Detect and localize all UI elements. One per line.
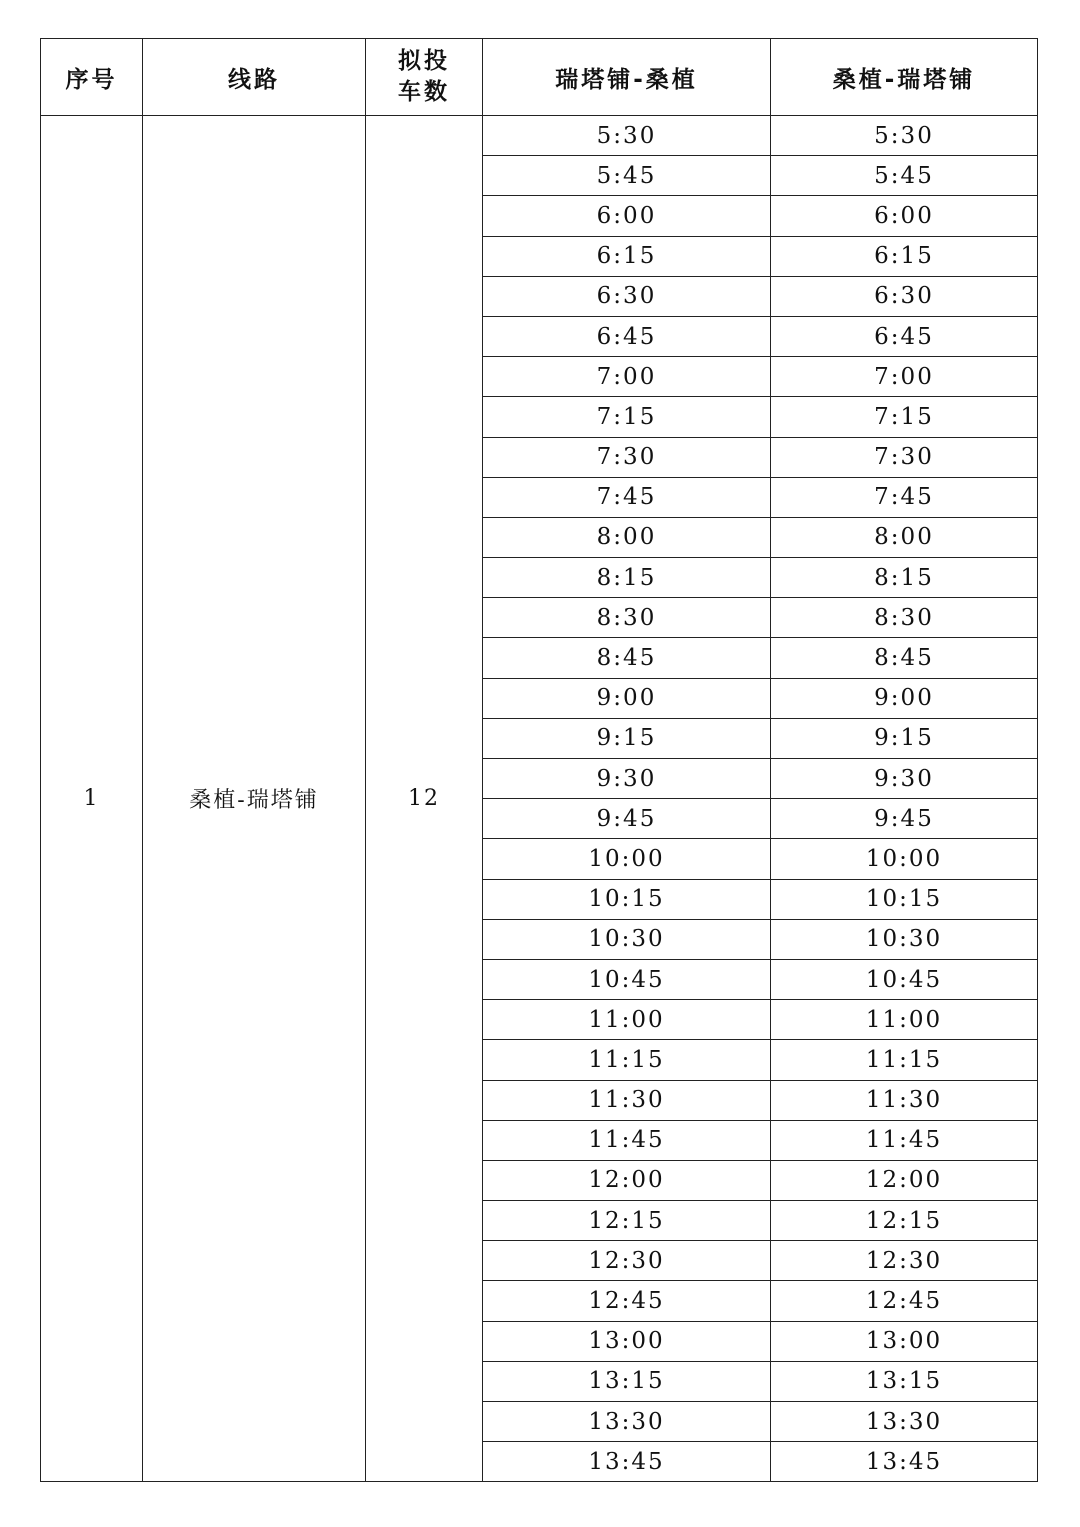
time-direction-2: 11:15 <box>771 1040 1038 1080</box>
time-direction-1: 10:30 <box>483 919 771 959</box>
time-direction-2: 12:45 <box>771 1281 1038 1321</box>
time-direction-1: 13:00 <box>483 1321 771 1361</box>
time-direction-1: 7:30 <box>483 437 771 477</box>
schedule-body <box>41 116 1038 1482</box>
time-direction-1: 6:15 <box>483 236 771 276</box>
time-direction-2: 9:45 <box>771 799 1038 839</box>
row-route: 桑植-瑞塔铺 <box>143 116 366 1482</box>
header-vehicles <box>366 39 483 116</box>
time-direction-2: 5:45 <box>771 156 1038 196</box>
time-direction-1: 9:15 <box>483 718 771 758</box>
time-direction-2: 9:15 <box>771 718 1038 758</box>
time-direction-2: 13:00 <box>771 1321 1038 1361</box>
time-direction-1: 8:15 <box>483 558 771 598</box>
header-vehicles-line1: 拟投 <box>398 48 450 74</box>
time-direction-2: 12:00 <box>771 1160 1038 1200</box>
time-direction-1: 5:30 <box>483 116 771 156</box>
time-direction-2: 10:30 <box>771 919 1038 959</box>
time-direction-1: 8:45 <box>483 638 771 678</box>
time-direction-2: 10:15 <box>771 879 1038 919</box>
time-direction-2: 12:30 <box>771 1241 1038 1281</box>
time-direction-2: 11:00 <box>771 1000 1038 1040</box>
time-direction-1: 12:30 <box>483 1241 771 1281</box>
time-direction-1: 12:45 <box>483 1281 771 1321</box>
time-direction-2: 6:15 <box>771 236 1038 276</box>
time-direction-1: 10:15 <box>483 879 771 919</box>
time-direction-1: 12:00 <box>483 1160 771 1200</box>
time-direction-1: 10:45 <box>483 959 771 999</box>
time-direction-2: 11:30 <box>771 1080 1038 1120</box>
time-direction-2: 13:30 <box>771 1402 1038 1442</box>
time-direction-2: 9:00 <box>771 678 1038 718</box>
header-index: 序号 <box>41 39 143 116</box>
time-direction-2: 9:30 <box>771 759 1038 799</box>
header-direction-1: 瑞塔铺-桑植 <box>483 39 771 116</box>
time-direction-1: 5:45 <box>483 156 771 196</box>
time-direction-1: 7:45 <box>483 477 771 517</box>
time-direction-1: 8:00 <box>483 517 771 557</box>
time-direction-1: 13:45 <box>483 1442 771 1482</box>
time-direction-1: 9:30 <box>483 759 771 799</box>
time-direction-2: 8:15 <box>771 558 1038 598</box>
schedule-table <box>40 38 1038 1482</box>
time-direction-2: 12:15 <box>771 1201 1038 1241</box>
time-direction-2: 10:00 <box>771 839 1038 879</box>
time-direction-1: 9:00 <box>483 678 771 718</box>
header-direction-2: 桑植-瑞塔铺 <box>771 39 1038 116</box>
time-direction-2: 8:30 <box>771 598 1038 638</box>
time-direction-1: 8:30 <box>483 598 771 638</box>
time-direction-1: 11:15 <box>483 1040 771 1080</box>
time-direction-1: 11:00 <box>483 1000 771 1040</box>
time-direction-1: 13:30 <box>483 1402 771 1442</box>
time-direction-2: 7:15 <box>771 397 1038 437</box>
time-direction-1: 10:00 <box>483 839 771 879</box>
time-direction-1: 6:00 <box>483 196 771 236</box>
time-direction-2: 10:45 <box>771 959 1038 999</box>
row-vehicles: 12 <box>366 116 483 1482</box>
time-direction-2: 8:45 <box>771 638 1038 678</box>
time-direction-2: 7:30 <box>771 437 1038 477</box>
time-direction-1: 6:30 <box>483 276 771 316</box>
time-direction-2: 6:45 <box>771 316 1038 356</box>
time-direction-1: 6:45 <box>483 316 771 356</box>
time-direction-2: 6:00 <box>771 196 1038 236</box>
time-direction-1: 13:15 <box>483 1361 771 1401</box>
header-vehicles-line2: 车数 <box>398 79 450 105</box>
table-row <box>41 116 1038 156</box>
time-direction-1: 9:45 <box>483 799 771 839</box>
time-direction-2: 13:15 <box>771 1361 1038 1401</box>
time-direction-2: 5:30 <box>771 116 1038 156</box>
time-direction-2: 6:30 <box>771 276 1038 316</box>
time-direction-2: 13:45 <box>771 1442 1038 1482</box>
time-direction-1: 7:15 <box>483 397 771 437</box>
time-direction-2: 11:45 <box>771 1120 1038 1160</box>
time-direction-2: 8:00 <box>771 517 1038 557</box>
header-route: 线路 <box>143 39 366 116</box>
header-row <box>41 39 1038 116</box>
time-direction-1: 12:15 <box>483 1201 771 1241</box>
time-direction-1: 7:00 <box>483 357 771 397</box>
time-direction-1: 11:30 <box>483 1080 771 1120</box>
time-direction-2: 7:00 <box>771 357 1038 397</box>
time-direction-1: 11:45 <box>483 1120 771 1160</box>
row-index: 1 <box>41 116 143 1482</box>
time-direction-2: 7:45 <box>771 477 1038 517</box>
